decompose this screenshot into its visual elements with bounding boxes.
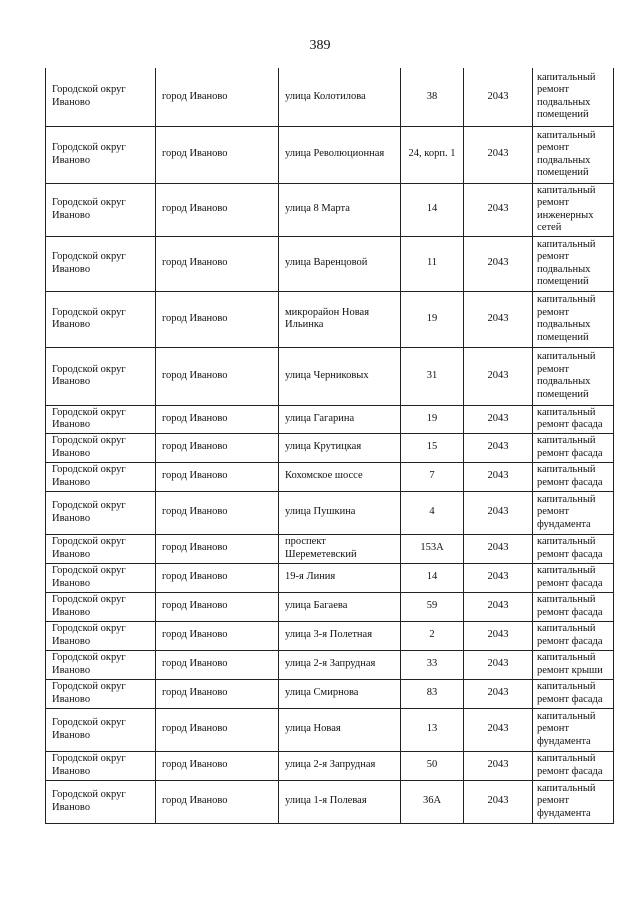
cell-work: капитальный ремонт крыши <box>533 650 614 679</box>
table-row <box>46 347 614 405</box>
cell-house: 59 <box>401 592 464 621</box>
cell-work: капитальный ремонт фасада <box>533 621 614 650</box>
table-row <box>46 751 614 780</box>
cell-year: 2043 <box>464 433 533 462</box>
cell-locality: город Иваново <box>156 621 279 650</box>
cell-locality: город Иваново <box>156 183 279 236</box>
cell-street: 19-я Линия <box>279 563 401 592</box>
table-row <box>46 650 614 679</box>
cell-street: проспект Шереметевский <box>279 534 401 563</box>
cell-locality: город Иваново <box>156 679 279 708</box>
cell-municipality: Городской округ Иваново <box>46 563 156 592</box>
cell-year: 2043 <box>464 236 533 291</box>
cell-work: капитальный ремонт фасада <box>533 592 614 621</box>
cell-year: 2043 <box>464 679 533 708</box>
cell-house: 38 <box>401 68 464 126</box>
cell-year: 2043 <box>464 183 533 236</box>
table-row <box>46 534 614 563</box>
cell-locality: город Иваново <box>156 650 279 679</box>
cell-street: улица Колотилова <box>279 68 401 126</box>
cell-work: капитальный ремонт фундамента <box>533 780 614 823</box>
cell-house: 4 <box>401 491 464 534</box>
table-row <box>46 68 614 126</box>
cell-year: 2043 <box>464 563 533 592</box>
cell-house: 14 <box>401 563 464 592</box>
cell-locality: город Иваново <box>156 405 279 433</box>
table-row <box>46 405 614 433</box>
cell-work: капитальный ремонт подвальных помещений <box>533 236 614 291</box>
cell-municipality: Городской округ Иваново <box>46 592 156 621</box>
cell-locality: город Иваново <box>156 433 279 462</box>
cell-work: капитальный ремонт фасада <box>533 679 614 708</box>
cell-house: 36А <box>401 780 464 823</box>
cell-house: 15 <box>401 433 464 462</box>
cell-year: 2043 <box>464 534 533 563</box>
cell-house: 24, корп. 1 <box>401 126 464 183</box>
cell-work: капитальный ремонт подвальных помещений <box>533 68 614 126</box>
table-row <box>46 679 614 708</box>
cell-municipality: Городской округ Иваново <box>46 291 156 347</box>
table-row <box>46 780 614 823</box>
cell-locality: город Иваново <box>156 751 279 780</box>
cell-street: улица 8 Марта <box>279 183 401 236</box>
cell-street: улица Пушкина <box>279 491 401 534</box>
cell-municipality: Городской округ Иваново <box>46 491 156 534</box>
cell-work: капитальный ремонт фасада <box>533 405 614 433</box>
cell-street: улица 2-я Запрудная <box>279 751 401 780</box>
cell-municipality: Городской округ Иваново <box>46 751 156 780</box>
table-row <box>46 236 614 291</box>
cell-year: 2043 <box>464 780 533 823</box>
table-row <box>46 621 614 650</box>
cell-municipality: Городской округ Иваново <box>46 126 156 183</box>
cell-year: 2043 <box>464 405 533 433</box>
cell-year: 2043 <box>464 126 533 183</box>
cell-house: 33 <box>401 650 464 679</box>
cell-street: улица Революционная <box>279 126 401 183</box>
cell-locality: город Иваново <box>156 462 279 491</box>
cell-street: Кохомское шоссе <box>279 462 401 491</box>
cell-year: 2043 <box>464 621 533 650</box>
cell-street: улица Новая <box>279 708 401 751</box>
cell-house: 7 <box>401 462 464 491</box>
cell-locality: город Иваново <box>156 236 279 291</box>
cell-street: улица Смирнова <box>279 679 401 708</box>
table-row <box>46 291 614 347</box>
cell-municipality: Городской округ Иваново <box>46 708 156 751</box>
table-row <box>46 491 614 534</box>
table-row <box>46 462 614 491</box>
cell-municipality: Городской округ Иваново <box>46 68 156 126</box>
cell-work: капитальный ремонт фасада <box>533 563 614 592</box>
cell-street: улица Багаева <box>279 592 401 621</box>
cell-year: 2043 <box>464 68 533 126</box>
cell-work: капитальный ремонт фасада <box>533 462 614 491</box>
cell-house: 50 <box>401 751 464 780</box>
cell-municipality: Городской округ Иваново <box>46 236 156 291</box>
cell-municipality: Городской округ Иваново <box>46 650 156 679</box>
cell-street: улица Крутицкая <box>279 433 401 462</box>
cell-locality: город Иваново <box>156 347 279 405</box>
cell-street: улица Варенцовой <box>279 236 401 291</box>
cell-work: капитальный ремонт фундамента <box>533 708 614 751</box>
cell-work: капитальный ремонт фасада <box>533 751 614 780</box>
cell-locality: город Иваново <box>156 780 279 823</box>
table-row <box>46 183 614 236</box>
cell-year: 2043 <box>464 592 533 621</box>
cell-year: 2043 <box>464 462 533 491</box>
cell-municipality: Городской округ Иваново <box>46 679 156 708</box>
cell-house: 2 <box>401 621 464 650</box>
cell-municipality: Городской округ Иваново <box>46 347 156 405</box>
cell-house: 11 <box>401 236 464 291</box>
cell-year: 2043 <box>464 751 533 780</box>
cell-locality: город Иваново <box>156 68 279 126</box>
cell-work: капитальный ремонт фасада <box>533 534 614 563</box>
cell-street: улица Черниковых <box>279 347 401 405</box>
cell-work: капитальный ремонт подвальных помещений <box>533 126 614 183</box>
cell-house: 83 <box>401 679 464 708</box>
cell-municipality: Городской округ Иваново <box>46 534 156 563</box>
cell-locality: город Иваново <box>156 126 279 183</box>
cell-work: капитальный ремонт фундамента <box>533 491 614 534</box>
cell-house: 31 <box>401 347 464 405</box>
cell-year: 2043 <box>464 708 533 751</box>
cell-locality: город Иваново <box>156 708 279 751</box>
cell-year: 2043 <box>464 291 533 347</box>
cell-year: 2043 <box>464 491 533 534</box>
cell-year: 2043 <box>464 650 533 679</box>
cell-street: микрорайон Новая Ильинка <box>279 291 401 347</box>
cell-house: 13 <box>401 708 464 751</box>
cell-year: 2043 <box>464 347 533 405</box>
table-row <box>46 433 614 462</box>
cell-municipality: Городской округ Иваново <box>46 462 156 491</box>
table-row <box>46 563 614 592</box>
table-row <box>46 708 614 751</box>
cell-municipality: Городской округ Иваново <box>46 780 156 823</box>
cell-locality: город Иваново <box>156 563 279 592</box>
cell-house: 153А <box>401 534 464 563</box>
cell-street: улица 2-я Запрудная <box>279 650 401 679</box>
cell-street: улица Гагарина <box>279 405 401 433</box>
cell-house: 19 <box>401 291 464 347</box>
cell-locality: город Иваново <box>156 592 279 621</box>
cell-locality: город Иваново <box>156 534 279 563</box>
cell-house: 14 <box>401 183 464 236</box>
cell-work: капитальный ремонт фасада <box>533 433 614 462</box>
cell-municipality: Городской округ Иваново <box>46 621 156 650</box>
table-row <box>46 126 614 183</box>
cell-municipality: Городской округ Иваново <box>46 405 156 433</box>
cell-municipality: Городской округ Иваново <box>46 433 156 462</box>
buildings-table <box>45 68 614 824</box>
cell-house: 19 <box>401 405 464 433</box>
cell-work: капитальный ремонт подвальных помещений <box>533 291 614 347</box>
table-row <box>46 592 614 621</box>
cell-street: улица 1-я Полевая <box>279 780 401 823</box>
cell-work: капитальный ремонт подвальных помещений <box>533 347 614 405</box>
cell-street: улица 3-я Полетная <box>279 621 401 650</box>
cell-locality: город Иваново <box>156 491 279 534</box>
cell-municipality: Городской округ Иваново <box>46 183 156 236</box>
page-number: 389 <box>309 38 331 53</box>
cell-work: капитальный ремонт инженерных сетей <box>533 183 614 236</box>
cell-locality: город Иваново <box>156 291 279 347</box>
